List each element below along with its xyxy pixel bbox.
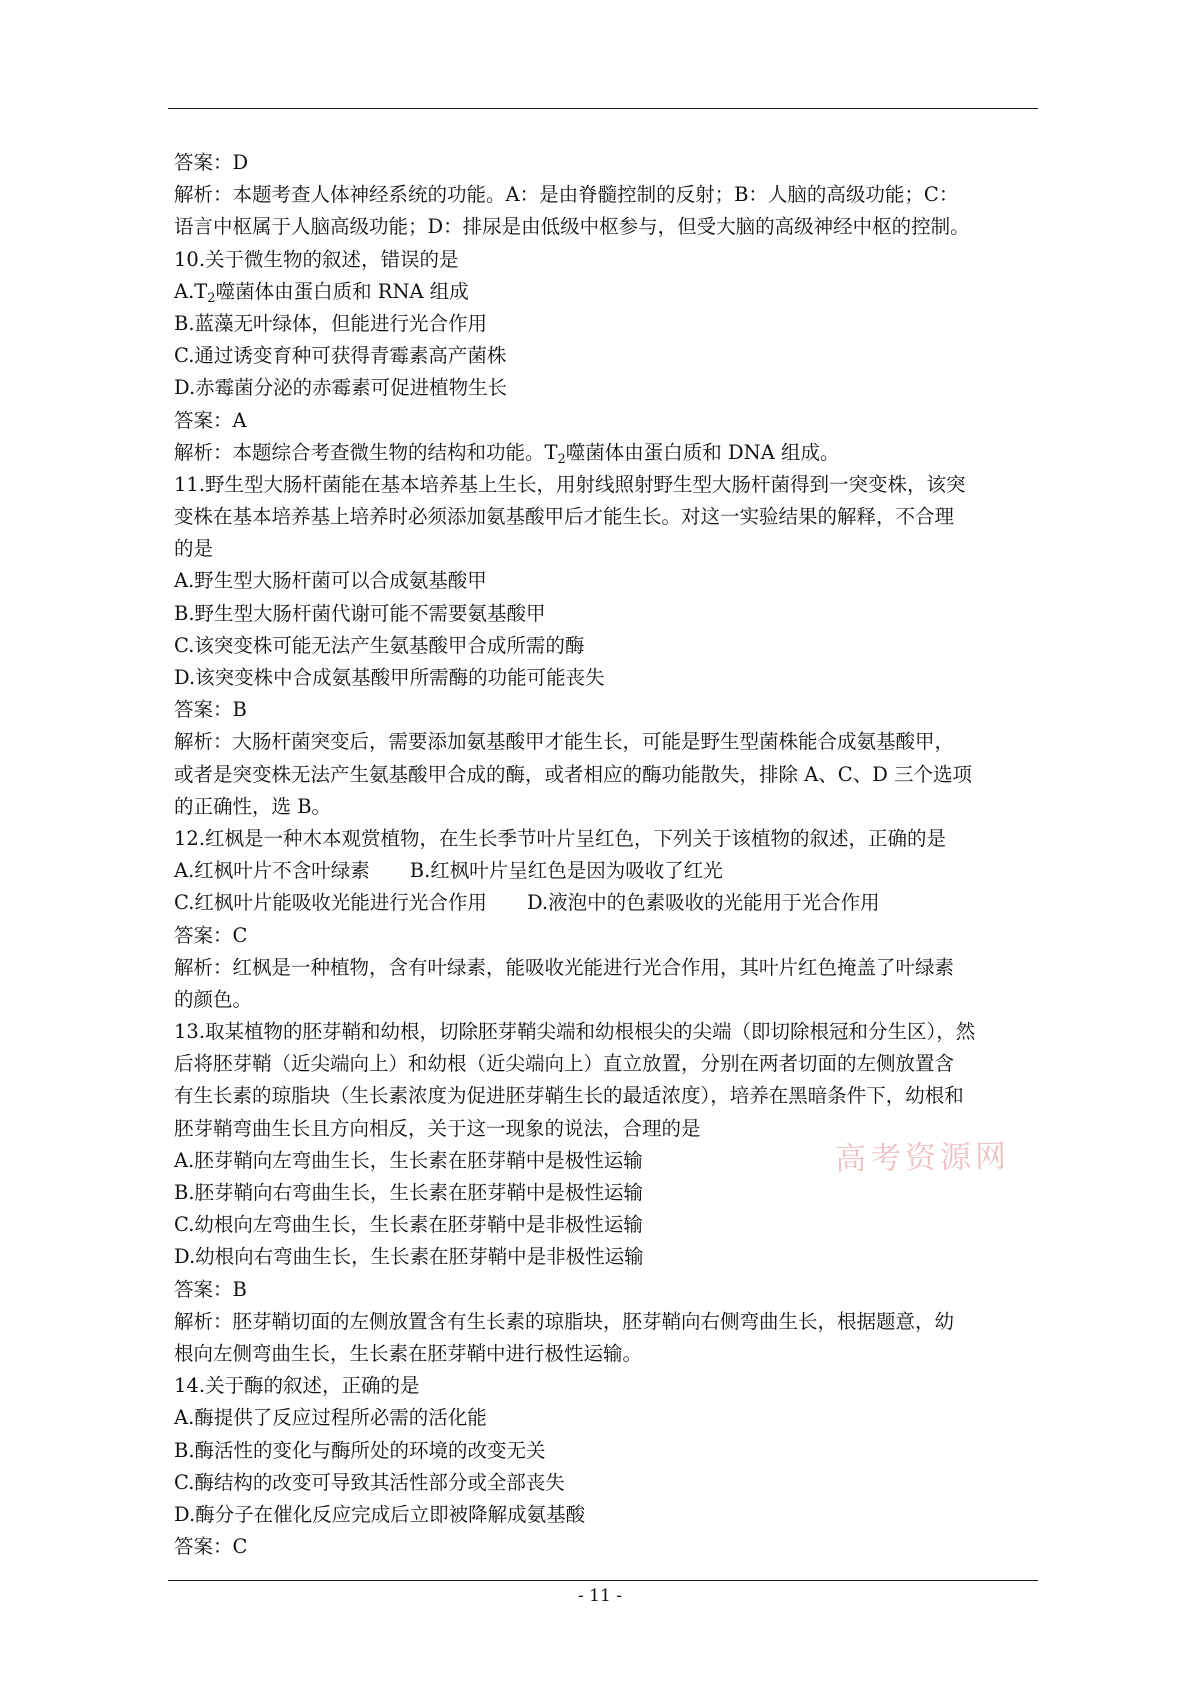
analysis-line bbox=[174, 437, 1038, 469]
analysis-line: 解析：胚芽鞘切面的左侧放置含有生长素的琼脂块，胚芽鞘向右侧弯曲生长，根据题意，幼 bbox=[174, 1309, 955, 1333]
analysis-line: 根向左侧弯曲生长，生长素在胚芽鞘中进行极性运输。 bbox=[174, 1341, 643, 1365]
option-a bbox=[174, 276, 1038, 308]
analysis-line: 的正确性，选 B。 bbox=[174, 794, 332, 818]
question-13: 有生长素的琼脂块（生长素浓度为促进胚芽鞘生长的最适浓度），培养在黑暗条件下，幼根和 bbox=[174, 1084, 964, 1108]
analysis-line: 或者是突变株无法产生氨基酸甲合成的酶，或者相应的酶功能散失，排除 A、C、D 三个选项 bbox=[174, 762, 973, 786]
analysis-line: 语言中枢属于人脑高级功能；D：排尿是由低级中枢参与，但受大脑的高级神经中枢的控制。 bbox=[174, 215, 970, 239]
option-c: C.通过诱变育种可获得青霉素高产菌株 bbox=[174, 344, 507, 368]
option-d: D.液泡中的色素吸收的光能用于光合作用 bbox=[526, 891, 880, 915]
analysis-line: 解析：红枫是一种植物，含有叶绿素，能吸收光能进行光合作用，其叶片红色掩盖了叶绿素 bbox=[174, 955, 955, 979]
analysis-line: 解析：本题考查人体神经系统的功能。A：是由脊髓控制的反射；B：人脑的高级功能；C： bbox=[174, 183, 959, 207]
analysis-line: 的颜色。 bbox=[174, 987, 253, 1011]
option-a: A.红枫叶片不含叶绿素 bbox=[174, 859, 370, 883]
question-11: 的是 bbox=[174, 537, 214, 561]
options-row bbox=[174, 855, 1038, 887]
footer-rule bbox=[168, 1580, 1038, 1581]
analysis-text: 噬菌体由蛋白质和 DNA 组成。 bbox=[565, 440, 840, 464]
option-b: B.酶活性的变化与酶所处的环境的改变无关 bbox=[174, 1438, 546, 1462]
question-14: 14.关于酶的叙述，正确的是 bbox=[174, 1374, 420, 1398]
option-b: B.蓝藻无叶绿体，但能进行光合作用 bbox=[174, 311, 488, 335]
option-a: A.野生型大肠杆菌可以合成氨基酸甲 bbox=[174, 569, 487, 593]
question-10: 10.关于微生物的叙述，错误的是 bbox=[174, 247, 459, 271]
answer-line: 答案：B bbox=[174, 1277, 247, 1301]
subscript: 2 bbox=[207, 290, 216, 306]
question-11: 变株在基本培养基上培养时必须添加氨基酸甲后才能生长。对这一实验结果的解释，不合理 bbox=[174, 505, 955, 529]
question-13: 后将胚芽鞘（近尖端向上）和幼根（近尖端向上）直立放置，分别在两者切面的左侧放置含 bbox=[174, 1052, 955, 1076]
watermark-stamp: 高考资源网 bbox=[834, 1138, 1011, 1178]
options-row bbox=[174, 887, 1038, 919]
document-body bbox=[174, 147, 1038, 1563]
header-rule bbox=[168, 108, 1038, 109]
option-d: D.赤霉菌分泌的赤霉素可促进植物生长 bbox=[174, 376, 508, 400]
page-number: - 11 - bbox=[578, 1586, 622, 1606]
option-c: C.酶结构的改变可导致其活性部分或全部丧失 bbox=[174, 1470, 565, 1494]
answer-line: 答案：B bbox=[174, 698, 247, 722]
answer-line: 答案：A bbox=[174, 408, 247, 432]
option-b: B.胚芽鞘向右弯曲生长，生长素在胚芽鞘中是极性运输 bbox=[174, 1181, 644, 1204]
option-b: B.野生型大肠杆菌代谢可能不需要氨基酸甲 bbox=[174, 601, 546, 625]
option-a-text: 噬菌体由蛋白质和 RNA 组成 bbox=[215, 279, 469, 303]
option-d: D.酶分子在催化反应完成后立即被降解成氨基酸 bbox=[174, 1502, 586, 1526]
option-b: B.红枫叶片呈红色是因为吸收了红光 bbox=[409, 859, 723, 883]
question-12: 12.红枫是一种木本观赏植物，在生长季节叶片呈红色，下列关于该植物的叙述，正确的是 bbox=[174, 826, 947, 850]
question-13: 胚芽鞘弯曲生长且方向相反，关于这一现象的说法，合理的是 bbox=[174, 1116, 701, 1140]
analysis-text: 解析：本题综合考查微生物的结构和功能。T bbox=[174, 440, 558, 464]
subscript: 2 bbox=[557, 451, 566, 467]
answer-line: 答案：C bbox=[174, 1535, 248, 1559]
option-a: A.酶提供了反应过程所必需的活化能 bbox=[174, 1406, 487, 1430]
question-11: 11.野生型大肠杆菌能在基本培养基上生长，用射线照射野生型大肠杆菌得到一突变株，该突 bbox=[174, 472, 966, 496]
answer-line: 答案：D bbox=[174, 151, 249, 174]
question-13: 13.取某植物的胚芽鞘和幼根，切除胚芽鞘尖端和幼根根尖的尖端（即切除根冠和分生区），然 bbox=[174, 1020, 976, 1044]
option-a-prefix: A.T bbox=[174, 279, 208, 303]
option-c: C.该突变株可能无法产生氨基酸甲合成所需的酶 bbox=[174, 633, 585, 657]
option-d: D.幼根向右弯曲生长，生长素在胚芽鞘中是非极性运输 bbox=[174, 1245, 644, 1269]
option-d: D.该突变株中合成氨基酸甲所需酶的功能可能丧失 bbox=[174, 666, 605, 689]
option-a: A.胚芽鞘向左弯曲生长，生长素在胚芽鞘中是极性运输 bbox=[174, 1148, 643, 1172]
option-c: C.红枫叶片能吸收光能进行光合作用 bbox=[174, 891, 487, 915]
answer-line: 答案：C bbox=[174, 923, 248, 947]
option-c: C.幼根向左弯曲生长，生长素在胚芽鞘中是非极性运输 bbox=[174, 1213, 643, 1237]
analysis-line: 解析：大肠杆菌突变后，需要添加氨基酸甲才能生长，可能是野生型菌株能合成氨基酸甲， bbox=[174, 730, 955, 754]
